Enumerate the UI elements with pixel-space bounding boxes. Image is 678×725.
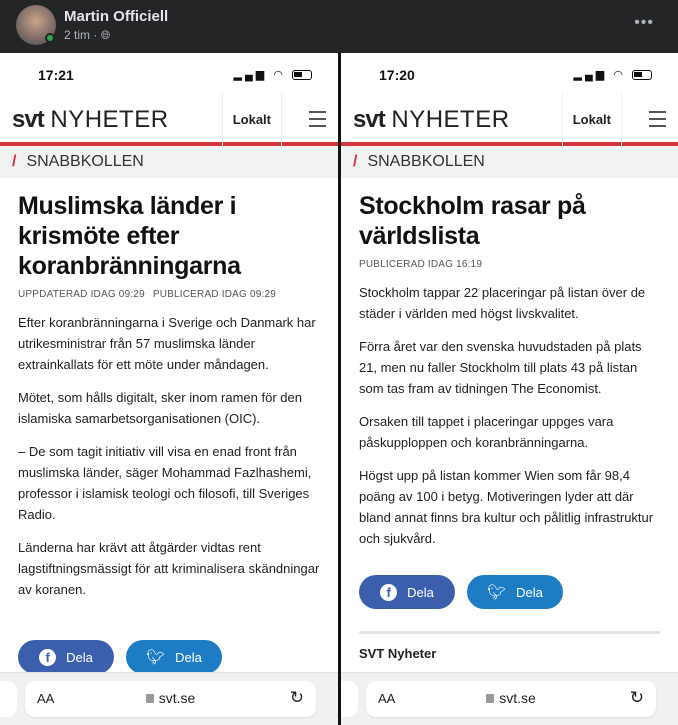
paragraph: Länderna har krävt att åtgärder vidtas rent lagstiftningsmässigt för att kriminalisera skändningar av koranen. [18, 540, 320, 597]
footer-title: SVT Nyheter [359, 646, 437, 661]
reload-icon[interactable]: ↻ [629, 688, 644, 707]
battery-icon [292, 70, 312, 80]
screenshot-left [0, 53, 338, 725]
signal-icon: ▂▄▆ [233, 69, 268, 81]
twitter-icon: 🐦︎ [146, 649, 166, 666]
svt-logo[interactable]: svt NYHETER [353, 106, 510, 133]
address-bar[interactable] [366, 681, 656, 717]
lokalt-button[interactable]: Lokalt [562, 93, 622, 146]
clock: 17:21 [38, 67, 74, 83]
article [341, 191, 678, 661]
previous-tab[interactable] [341, 681, 358, 717]
paragraph: Orsaken till tappet i placeringar uppges vara påskupploppen och koranbränningarna. [359, 414, 614, 450]
browser-bar [0, 672, 338, 725]
browser-bar [341, 672, 678, 725]
lock-icon [486, 694, 494, 703]
paragraph: – De som tagit initiativ vill visa en enad front från muslimska länder, säger Mohammad Fazlhashemi, professor i islamisk teologi och filosofi, till Sveriges Radio. [18, 444, 312, 522]
status-bar [341, 53, 678, 93]
section-label: / SNABBKOLLEN [0, 146, 338, 178]
online-status-icon [45, 33, 55, 43]
article-meta: UPPDATERAD IDAG 09:29 PUBLICERAD IDAG 09:29 [18, 289, 276, 300]
hamburger-menu-icon[interactable] [649, 111, 666, 132]
post-time[interactable]: 2 tim · [64, 28, 98, 42]
battery-icon [632, 70, 652, 80]
divider [359, 631, 660, 634]
screenshot-right [341, 53, 678, 725]
post-meta [64, 28, 110, 43]
facebook-icon: f [39, 649, 56, 666]
address-bar[interactable] [25, 681, 316, 717]
facebook-share-button[interactable]: f Dela [18, 640, 114, 674]
wifi-icon: ◠ [273, 69, 286, 81]
paragraph: Mötet, som hålls digitalt, sker inom ramen för den islamiska samarbetsorganisationen (OIC). [18, 390, 302, 426]
article-title: Muslimska länder i krismöte efter koranbränningarna [18, 192, 241, 280]
paragraph: Efter koranbränningarna i Sverige och Danmark har utrikesministrar från 57 muslimska länder extrainkallats för ett möte under måndagen. [18, 315, 316, 372]
status-icons [234, 68, 312, 81]
previous-tab[interactable] [0, 681, 17, 717]
text-size-button[interactable]: AA [37, 691, 55, 706]
lock-icon [146, 694, 154, 703]
share-buttons [18, 640, 320, 674]
status-bar [0, 53, 338, 93]
article [0, 191, 338, 674]
status-icons [574, 68, 652, 81]
signal-icon: ▂▄▆ [573, 69, 608, 81]
site-header [0, 93, 338, 146]
url-text: svt.se [499, 690, 536, 706]
paragraph: Förra året var den svenska huvudstaden på plats 21, men nu faller Stockholm till plats 43 på listan som tas fram av tidningen The Economist. [359, 339, 642, 396]
author-name[interactable]: Martin Officiell [64, 8, 169, 25]
svt-logo[interactable]: svt NYHETER [12, 106, 169, 133]
twitter-share-button[interactable]: 🐦︎ Dela [126, 640, 222, 674]
section-label: / SNABBKOLLEN [341, 146, 678, 178]
article-title: Stockholm rasar på världslista [359, 192, 586, 250]
article-meta: PUBLICERAD IDAG 16:19 [359, 259, 483, 270]
twitter-icon: 🐦︎ [487, 584, 507, 601]
facebook-icon: f [380, 584, 397, 601]
share-buttons [359, 575, 660, 609]
wifi-icon: ◠ [613, 69, 626, 81]
facebook-post-header [0, 0, 678, 53]
url-text: svt.se [158, 690, 196, 706]
facebook-share-button[interactable]: f Dela [359, 575, 455, 609]
reload-icon[interactable]: ↻ [289, 688, 304, 707]
hamburger-menu-icon[interactable] [309, 111, 326, 132]
twitter-share-button[interactable]: 🐦︎ Dela [467, 575, 563, 609]
more-options-button[interactable]: ••• [634, 14, 654, 31]
paragraph: Stockholm tappar 22 placeringar på listan över de städer i världen med högst livskvalitet. [359, 285, 646, 321]
paragraph: Högst upp på listan kommer Wien som får 98,4 poäng av 100 i betyg. Motiveringen lyder att där bland annat finns bra kultur och pålitlig infrastruktur och sjukvård. [359, 468, 654, 546]
clock: 17:20 [379, 67, 415, 83]
globe-icon: 🌐︎ [100, 28, 111, 42]
site-header [341, 93, 678, 146]
text-size-button[interactable]: AA [378, 691, 396, 706]
lokalt-button[interactable]: Lokalt [222, 93, 282, 146]
